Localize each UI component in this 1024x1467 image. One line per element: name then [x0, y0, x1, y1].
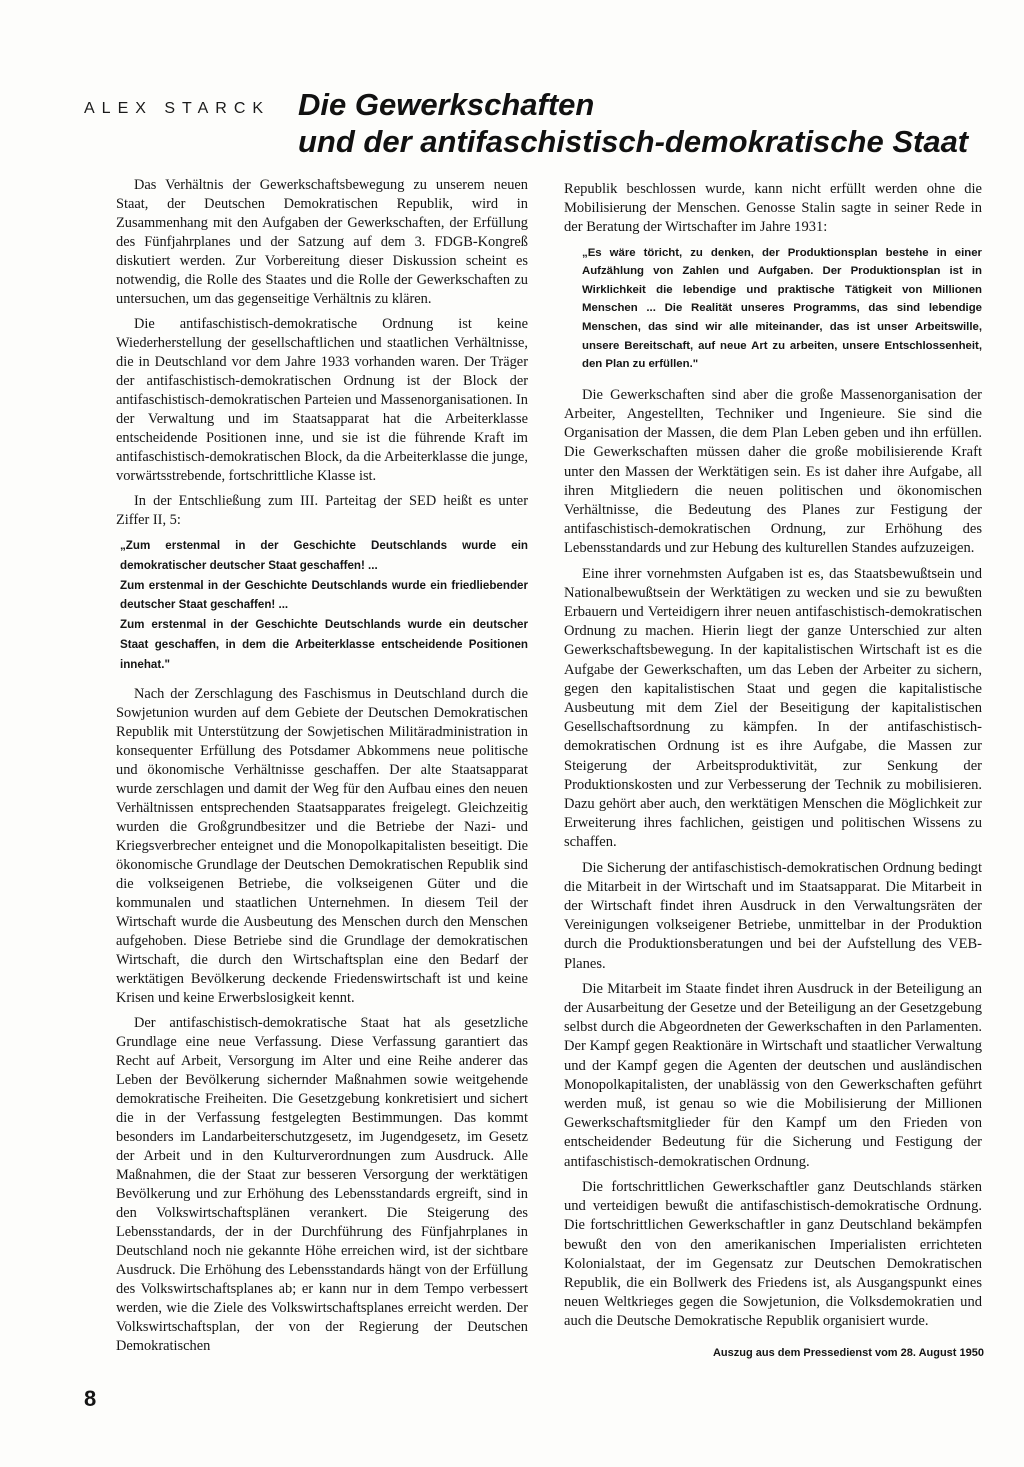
paragraph-continued: Republik beschlossen wurde, kann nicht erfüllt werden ohne die Mobilisierung der Menschen. Genosse Stalin sagte in seiner Rede in der Beratung der Wirtschafter im Jahre 1931: [564, 181, 982, 236]
right-text-column [564, 180, 982, 1338]
quote-line: „Zum erstenmal in der Geschichte Deutschlands wurde ein demokratischer deutscher Staat geschaffen! ... [120, 539, 528, 572]
paragraph: Die Gewerkschaften sind aber die große Massenorganisation der Arbeiter, Angestellten, Techniker und Ingenieure. Sie sind die Organisation der Massen, die dem Plan Leben geben und ihn erfüllen. Die Gewerkschaften müssen daher die große mobilisierende Kraft unter den Massen der Werktätigen sein. Es ist daher ihre Aufgabe, all ihren Mitgliedern die neuen politischen und ökonomischen Verhältnisse, die Bedeutung des Planes zur Festigung der antifaschistisch-demokratischen Ordnung, zur Erhöhung des Lebensstandards und zur Hebung des kulturellen Standes aufzuzeigen. [564, 386, 982, 557]
paragraph: In der Entschließung zum III. Parteitag der SED heißt es unter Ziffer II, 5: [116, 493, 528, 528]
paragraph: Die fortschrittlichen Gewerkschaftler ganz Deutschlands stärken und verteidigen bewußt die antifaschistisch-demokratische Ordnung. Die fortschrittlichen Gewerkschaftler in ganz Deutschland bekämpfen bewußt den von den amerikanischen Imperialisten errichteten Kolonialstaat, der im Gegensatz zur Deutschen Demokratischen Republik, die ein Bollwerk des Friedens ist, als Ausgangspunkt eines neuen Weltkrieges gegen die Sowjetunion, die Volksdemokratien und auch die Deutsche Demokratische Republik organisiert wurde. [564, 1178, 982, 1330]
article-title [298, 86, 998, 160]
paragraph: Die antifaschistisch-demokratische Ordnung ist keine Wiederherstellung der gesellschaftlichen und staatlichen Verhältnisse, die in Deutschland vor dem Jahre 1933 vorhanden waren. Der Träger der antifaschistisch-demokratischen Ordnung ist der Block der antifaschistisch-demokratischen Parteien und Massenorganisationen. In der Verwaltung und im Staatsapparat hat die Arbeiterklasse entscheidende Positionen inne, und sie ist die führende Kraft im antifaschistisch-demokratischen Block, da die Arbeiterklasse die junge, vorwärtsstrebende, fortschrittliche Klasse ist. [116, 316, 528, 484]
page-number: 8 [84, 1386, 97, 1411]
paragraph: Die Mitarbeit im Staate findet ihren Ausdruck in der Beteiligung an der Ausarbeitung der Gesetze und der Beteiligung an der Gesetzgebung selbst durch die Abgeordneten der Gewerkschaften in den Parlamenten. Der Kampf gegen Reaktionäre in Wirtschaft und staatlicher Verwaltung und der Kampf gegen die Agenten der deutschen und ausländischen Monopolkapitalisten, der unablässig von den Gewerkschaften geführt werden muß, ist genau so wie die Mobilisierung der Millionen Gewerkschaftsmitglieder für den Kampf um den Frieden von entscheidender Bedeutung für die Sicherung und Festigung der antifaschistisch-demokratischen Ordnung. [564, 980, 982, 1170]
article-title-line-2: und der antifaschistisch-demokratische Staat [298, 124, 969, 159]
resolution-quote [116, 536, 528, 675]
stalin-quote: „Es wäre töricht, zu denken, der Produktionsplan bestehe in einer Aufzählung von Zahlen und Aufgaben. Der Produktionsplan ist in Wirklichkeit die lebendige und praktische Tätigkeit von Millionen Menschen ... Die Realität unseres Programms, das sind lebendige Menschen, das sind wir alle miteinander, das ist unser Arbeitswille, unsere Bereitschaft, auf neue Art zu arbeiten, unsere Entschlossenheit, den Plan zu erfüllen." [582, 246, 982, 371]
quote-line: Zum erstenmal in der Geschichte Deutschlands wurde ein deutscher Staat geschaffen, in dem die Arbeiterklasse entscheidende Positionen innehat." [120, 618, 528, 671]
author-name: ALEX STARCK [84, 100, 271, 117]
paragraph: Nach der Zerschlagung des Faschismus in Deutschland durch die Sowjetunion wurden auf dem Gebiete der Deutschen Demokratischen Republik mit Unterstützung der Sowjetischen Militäradministration in konsequenter Erfüllung des Potsdamer Abkommens neue politische und ökonomische Verhältnisse geschaffen. Der alte Staatsapparat wurde zerschlagen und damit der Weg für den Aufbau eines den neuen Verhältnissen entsprechenden Staatsapparates freigelegt. Gleichzeitig wurden die Großgrundbesitzer und die Betriebe der Nazi- und Kriegsverbrecher enteignet und die Monopolkapitalisten beseitigt. Die ökonomische Grundlage der Deutschen Demokratischen Republik sind die volkseigenen Betriebe, die volkseigenen Güter und die kommunalen und staatlichen Unternehmen. In diesem Teil der Wirtschaft wurde die Ausbeutung des Menschen durch den Menschen aufgehoben. Diese Betriebe sind die Grundlage der demokratischen Wirtschaft, die durch den Wirtschaftsplan eine den Bedarf der werktätigen Bevölkerung deckende Friedenswirtschaft ist und keine Krisen und keine Erwerbslosigkeit kennt. [116, 685, 528, 1006]
source-note: Auszug aus dem Pressedienst vom 28. August 1950 [712, 1347, 984, 1359]
paragraph: Die Sicherung der antifaschistisch-demokratischen Ordnung bedingt die Mitarbeit in der Wirtschaft und im Staatsapparat. Die Mitarbeit in der Wirtschaft findet ihren Ausdruck in den Verwaltungsräten der Vereinigungen volkseigener Betriebe, unmittelbar in der Produktion durch die Produktionsberatungen und bei der Aufstellung des VEB-Planes. [564, 859, 982, 972]
left-text-column [116, 176, 528, 1362]
paragraph: Das Verhältnis der Gewerkschaftsbewegung zu unserem neuen Staat, der Deutschen Demokratischen Republik, wird in Zusammenhang mit den Aufgaben der Gewerkschaften, der Erfüllung des Fünfjahrplanes und der Satzung auf dem 3. FDGB-Kongreß diskutiert werden. Zur Vorbereitung dieser Diskussion scheint es notwendig, die Rolle des Staates und die Rolle der Gewerkschaften zu untersuchen, um das gegenseitige Verhältnis zu klären. [116, 177, 528, 307]
article-title-line-1: Die Gewerkschaften [298, 87, 595, 122]
paragraph: Eine ihrer vornehmsten Aufgaben ist es, das Staatsbewußtsein und Nationalbewußtsein der Werktätigen zu wecken und sie zu bewußten Erbauern und Verteidigern ihrer neuen antifaschistisch-demokratischen Ordnung zu machen. Hierin liegt der ganze Unterschied zur alten Gewerkschaftsbewegung. In der kapitalistischen Wirtschaft ist es die Aufgabe der Gewerkschaften, um das Leben der Arbeiter zu sichern, gegen den kapitalistischen Staat und gegen die kapitalistische Ausbeutung mit dem Ziel der Beseitigung der kapitalistischen Gesellschaftsordnung zu kämpfen. In der antifaschistisch-demokratischen Ordnung ist es ihre Aufgabe, die Massen zur Steigerung der Arbeitsproduktivität, zur Senkung der Produktionskosten und zur Verbesserung der Technik zu mobilisieren. Dazu gehört aber auch, den werktätigen Menschen die Möglichkeit zur Erweiterung ihres fachlichen, geistigen und politischen Wissens zu schaffen. [564, 565, 982, 851]
quote-line: Zum erstenmal in der Geschichte Deutschlands wurde ein friedliebender deutscher Staat geschaffen! ... [120, 578, 528, 612]
paragraph: Der antifaschistisch-demokratische Staat hat als gesetzliche Grundlage eine neue Verfassung. Diese Verfassung garantiert das Recht auf Arbeit, Versorgung im Alter und eine Reihe anderer das Leben der Bevölkerung sichernder Maßnahmen sowie weitgehende demokratische Freiheiten. Die Gesetzgebung konkretisiert und sichert die in der Verfassung festgelegten Bestimmungen. Das kommt besonders im Landarbeiterschutzgesetz, im Jugendgesetz, im Gesetz der Arbeit und in den Kulturverordnungen zum Ausdruck. Alle Maßnahmen, die der Staat zur besseren Versorgung der werktätigen Bevölkerung und zur Erhöhung des Lebensstandards ergreift, sind in den Volkswirtschaftsplänen verankert. Die Steigerung des Lebensstandards, der in der Durchführung des Fünfjahrplanes in Deutschland noch nie gekannte Höhe erreichen wird, ist der sichtbare Ausdruck. Die Erhöhung des Lebensstandards hängt von der Erfüllung des Volkswirtschaftsplanes ab; er kann nur in dem Tempo verbessert werden, wie die Ziele des Volkswirtschaftsplanes erreicht werden. Der Volkswirtschaftsplan, der von der Regierung der Deutschen Demokratischen [116, 1014, 528, 1354]
